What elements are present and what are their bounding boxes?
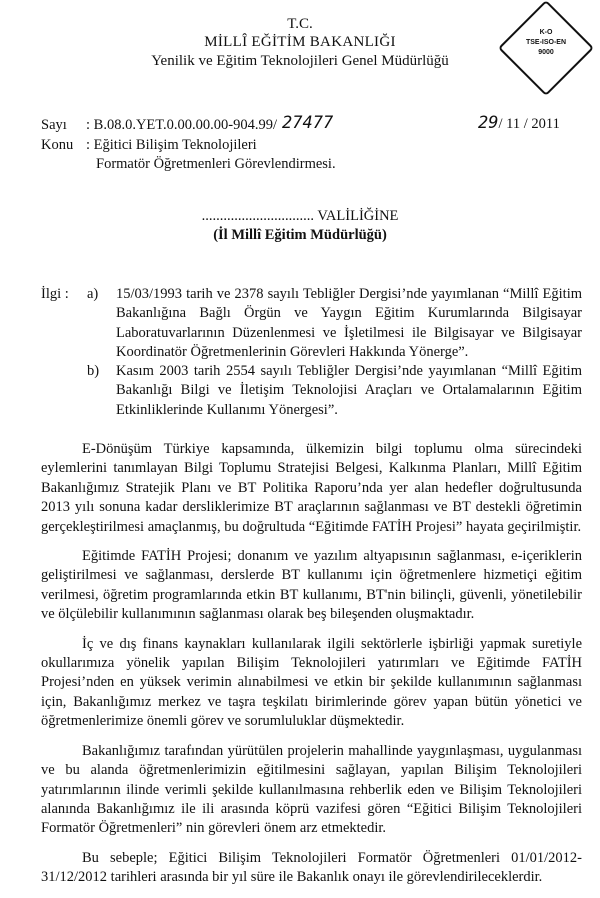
address-line-1: ............................... VALİLİĞİNE — [201, 208, 399, 224]
date-day-handwritten: 29 — [478, 113, 499, 133]
body-paragraph-5: Bu sebeple; Eğitici Bilişim Teknolojileri Formatör Öğretmenleri 01/01/2012-31/12/2012 tarihleri arasında bir yıl süre ile Bakanlık onayı ile görevlendirileceklerdir. — [41, 849, 582, 886]
sayi-label: Sayı — [41, 117, 67, 133]
konu-label: Konu — [41, 137, 74, 153]
ilgi-b-paragraph: Kasım 2003 tarih 2554 sayılı Tebliğler Dergisi’nde yayımlanan “Millî Eğitim Bakanlığı Bilgi ve İletişim Teknolojisi Araçları ve Ortalamalarının Eğitim Etkinliklerinde Kullanımı Yönergesi”. — [116, 363, 582, 418]
konu-line-2: Formatör Öğretmenleri Görevlendirmesi. — [96, 156, 336, 172]
body-paragraph-1: E-Dönüşüm Türkiye kapsamında, ülkemizin bilgi toplumu olma sürecindeki eylemlerini tanımlayan Bilgi Toplumu Stratejisi Belgesi, Kalkınma Planları, Millî Eğitim Bakanlığımız Stratejik Planı ve BT Politika Raporu’nda yer alan hedefler doğrultusunda 2013 yılı sonuna kadar dersliklerimize BT araçlarının sağlanması ve BT destekli öğretimin gerçekleştirilmesi amaçlanmış, bu doğrultuda “Eğitimde FATİH Projesi” hayata geçirilmiştir. — [41, 441, 582, 535]
ilgi-a-text — [116, 285, 582, 362]
body-paragraph-2: Eğitimde FATİH Projesi; donanım ve yazılım altyapısının sağlanması, e-içeriklerin geliştirilmesi ve sağlanması, derslerde BT kullanımı için öğretmenlere hizmetiçi eğitim verilmesi, öğretim programlarında etkin BT kullanımı, BT'nin bilinçli, güvenli, yönetilebilir ve ölçülebilir kullanımının sağlanması olarak beş bileşenden oluşmaktadır. — [41, 548, 582, 623]
logo-text — [512, 28, 580, 58]
document-date — [478, 113, 560, 133]
logo-line-2: TSE-ISO-EN — [525, 39, 567, 46]
ilgi-label: İlgi : — [41, 286, 69, 302]
sayi-handwritten-number: 27477 — [282, 113, 334, 133]
body-paragraph-3: İç ve dış finans kaynakları kullanılarak ilgili sektörlerle işbirliği yapmak suretiyle okullarımıza yönelik yapılan Bilişim Teknolojileri yatırımları ve Eğitimde FATİH Projesi’nden en yüksek verimin alınabilmesi ve etkin bir şekilde kullanımının sağlanması için, Bakanlığımız merkez ve taşra teşkilatı birimlerinde görev yapan bütün yönetici ve öğretmenlerimize önemli görev ve sorumluluklar düşmektedir. — [41, 635, 582, 730]
tc-label: T.C. — [287, 16, 313, 32]
ilgi-a-paragraph: 15/03/1993 tarih ve 2378 sayılı Tebliğler Dergisi’nde yayımlanan “Millî Eğitim Bakanlığına Bağlı Örgün ve Yaygın Eğitim Kurumlarında Bilgisayar Laboratuvarlarının Düzenlenmesi ve İşletilmesi ile Bilgisayar ve Bilgisayar Koordinatör Öğretmenlerinin Görevleri Hakkında Yönerge”. — [116, 286, 582, 360]
directorate-name: Yenilik ve Eğitim Teknolojileri Genel Müdürlüğü — [151, 53, 449, 69]
ilgi-a-label: a) — [87, 286, 99, 302]
letter-body — [41, 440, 582, 898]
body-paragraph-4: Bakanlığımız tarafından yürütülen projelerin mahallinde yaygınlaşması, uygulanması ve bu alanda öğretmenlerimizin eğitilmesini sağlayan, yapılan Bilişim Teknolojileri yatırımlarının ilinde verimli şekilde kullanılmasına rehberlik eden ve Bilişim Teknolojileri alanında Bakanlığımız ile ili arasında köprü vazifesi gören “Eğitici Bilişim Teknolojileri Formatör Öğretmenleri” nin görevleri önem arz etmektedir. — [41, 742, 582, 837]
ilgi-b-label: b) — [87, 363, 100, 379]
sayi-value: : B.08.0.YET.0.00.00.00-904.99/ — [86, 117, 278, 133]
date-month-year: / 11 / 2011 — [498, 116, 560, 132]
ilgi-b-text — [116, 362, 582, 420]
konu-line-1: : Eğitici Bilişim Teknolojileri — [86, 137, 257, 153]
logo-line-1: K-O — [539, 29, 553, 36]
address-line-2: (İl Millî Eğitim Müdürlüğü) — [213, 227, 387, 243]
ministry-name: MİLLÎ EĞİTİM BAKANLIĞI — [204, 34, 396, 50]
logo-line-3: 9000 — [538, 49, 554, 56]
